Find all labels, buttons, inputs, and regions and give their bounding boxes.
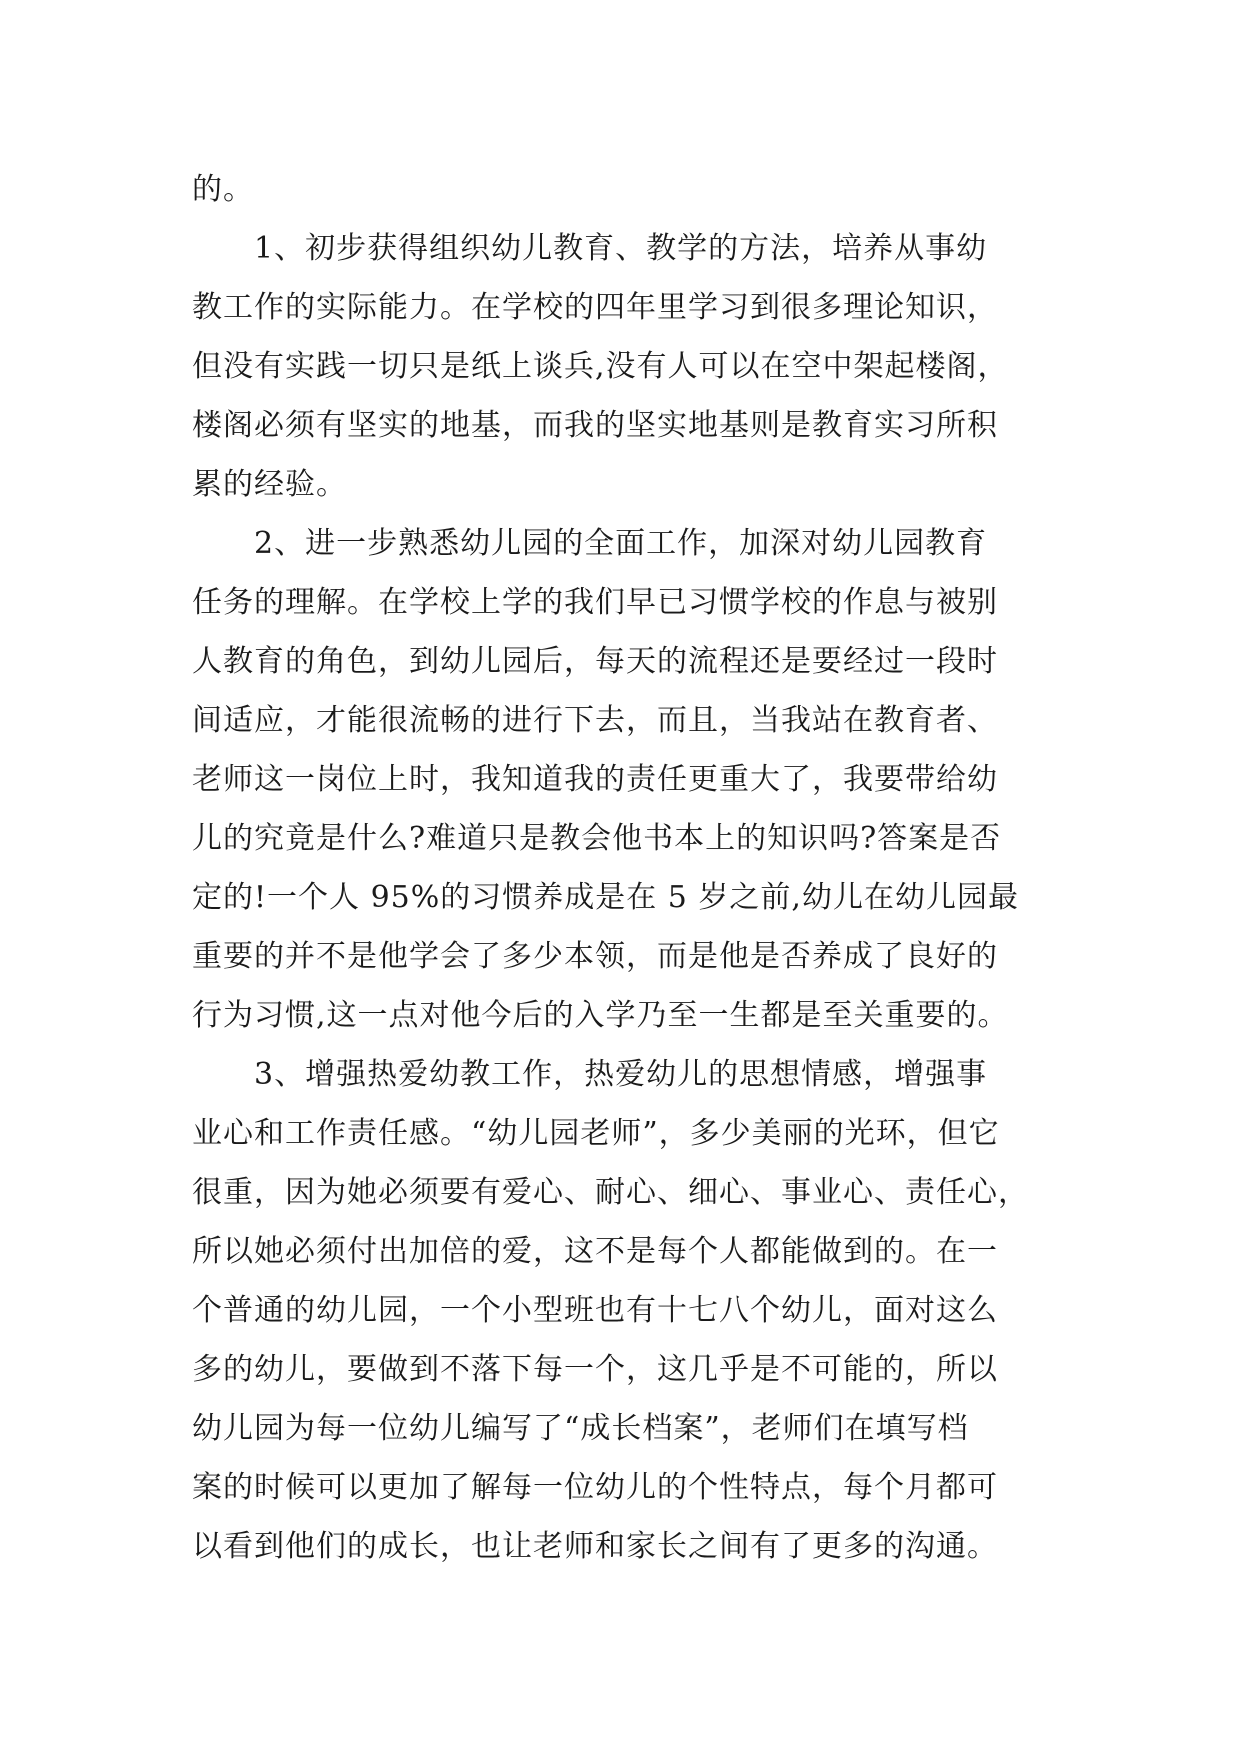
text-line: 重要的并不是他学会了多少本领，而是他是否养成了良好的 [192, 939, 998, 974]
text-line: 任务的理解。在学校上学的我们早已习惯学校的作息与被别 [192, 585, 998, 620]
text-line: 人教育的角色，到幼儿园后，每天的流程还是要经过一段时 [192, 644, 998, 679]
text-line: 楼阁必须有坚实的地基，而我的坚实地基则是教育实习所积 [192, 408, 998, 443]
document-body [192, 160, 1082, 1576]
text-line: 但没有实践一切只是纸上谈兵,没有人可以在空中架起楼阁， [192, 349, 1009, 384]
text-line: 儿的究竟是什么?难道只是教会他书本上的知识吗?答案是否 [192, 821, 1002, 856]
text-line: 多的幼儿，要做到不落下每一个，这几乎是不可能的，所以 [192, 1352, 998, 1387]
text-line: 老师这一岗位上时，我知道我的责任更重大了，我要带给幼 [192, 762, 998, 797]
text-line: 定的!一个人 95%的习惯养成是在 5 岁之前,幼儿在幼儿园最 [192, 880, 1019, 915]
paragraph-3-line: 3、增强热爱幼教工作，热爱幼儿的思想情感，增强事 [192, 1057, 988, 1092]
text-line: 幼儿园为每一位幼儿编写了“成长档案”，老师们在填写档 [192, 1411, 969, 1446]
text-line: 所以她必须付出加倍的爱，这不是每个人都能做到的。在一 [192, 1234, 998, 1269]
text-line: 个普通的幼儿园，一个小型班也有十七八个幼儿，面对这么 [192, 1293, 998, 1328]
text-line: 间适应，才能很流畅的进行下去，而且，当我站在教育者、 [192, 703, 998, 738]
text-line: 以看到他们的成长，也让老师和家长之间有了更多的沟通。 [192, 1529, 998, 1564]
paragraph-1-line: 1、初步获得组织幼儿教育、教学的方法，培养从事幼 [192, 231, 988, 266]
text-line: 很重，因为她必须要有爱心、耐心、细心、事业心、责任心， [192, 1175, 1029, 1210]
paragraph-2-line: 2、进一步熟悉幼儿园的全面工作，加深对幼儿园教育 [192, 526, 988, 561]
text-line: 累的经验。 [192, 467, 347, 502]
text-line: 教工作的实际能力。在学校的四年里学习到很多理论知识， [192, 290, 998, 325]
text-line: 的。 [192, 172, 254, 207]
text-line: 行为习惯,这一点对他今后的入学乃至一生都是至关重要的。 [192, 998, 1009, 1033]
text-line: 案的时候可以更加了解每一位幼儿的个性特点，每个月都可 [192, 1470, 998, 1505]
text-line: 业心和工作责任感。“幼儿园老师”，多少美丽的光环，但它 [192, 1116, 1000, 1151]
